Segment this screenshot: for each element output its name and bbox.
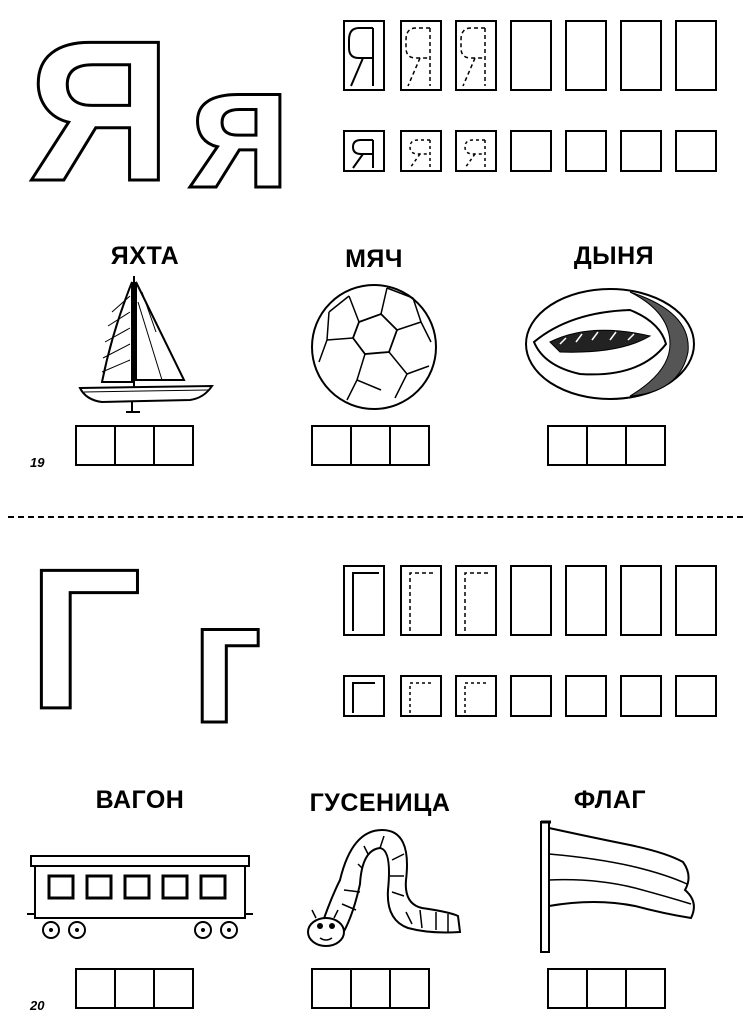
flag-icon bbox=[535, 818, 705, 958]
page-number: 19 bbox=[30, 455, 45, 470]
word-label: ВАГОН bbox=[95, 786, 185, 814]
answer-boxes[interactable] bbox=[311, 968, 430, 1009]
yacht-icon bbox=[72, 272, 222, 417]
empty-cell[interactable] bbox=[620, 565, 662, 636]
answer-boxes[interactable] bbox=[75, 968, 194, 1009]
word-label: ЯХТА bbox=[110, 242, 180, 270]
answer-boxes[interactable] bbox=[547, 968, 666, 1009]
trace-cell[interactable] bbox=[343, 675, 385, 717]
trace-cell[interactable] bbox=[343, 20, 385, 91]
big-letter-lower: я bbox=[190, 30, 293, 225]
trace-cell[interactable] bbox=[343, 130, 385, 172]
trace-cell[interactable] bbox=[400, 130, 442, 172]
empty-cell[interactable] bbox=[510, 565, 552, 636]
empty-cell[interactable] bbox=[620, 20, 662, 91]
empty-cell[interactable] bbox=[620, 130, 662, 172]
answer-boxes[interactable] bbox=[311, 425, 430, 466]
answer-boxes[interactable] bbox=[547, 425, 666, 466]
caterpillar-icon bbox=[300, 820, 465, 960]
page-number: 20 bbox=[30, 998, 45, 1013]
trace-cell[interactable] bbox=[400, 20, 442, 91]
word-label: ФЛАГ bbox=[573, 786, 647, 814]
wagon-icon bbox=[25, 852, 255, 942]
empty-cell[interactable] bbox=[675, 565, 717, 636]
trace-cell[interactable] bbox=[455, 130, 497, 172]
word-label: ГУСЕНИЦА bbox=[309, 789, 451, 817]
trace-cell[interactable] bbox=[343, 565, 385, 636]
big-letter-lower: г bbox=[190, 565, 263, 760]
trace-cell[interactable] bbox=[455, 675, 497, 717]
empty-cell[interactable] bbox=[565, 130, 607, 172]
empty-cell[interactable] bbox=[565, 20, 607, 91]
big-letter-upper: Г bbox=[28, 528, 142, 751]
trace-cell[interactable] bbox=[455, 20, 497, 91]
empty-cell[interactable] bbox=[675, 675, 717, 717]
answer-boxes[interactable] bbox=[75, 425, 194, 466]
trace-cell[interactable] bbox=[400, 675, 442, 717]
trace-cell[interactable] bbox=[455, 565, 497, 636]
empty-cell[interactable] bbox=[675, 130, 717, 172]
cut-line bbox=[8, 516, 743, 518]
empty-cell[interactable] bbox=[565, 565, 607, 636]
melon-icon bbox=[520, 282, 695, 412]
empty-cell[interactable] bbox=[675, 20, 717, 91]
big-letter-upper: Я bbox=[28, 0, 172, 223]
empty-cell[interactable] bbox=[565, 675, 607, 717]
empty-cell[interactable] bbox=[510, 130, 552, 172]
trace-cell[interactable] bbox=[400, 565, 442, 636]
word-label: ДЫНЯ bbox=[573, 242, 655, 270]
empty-cell[interactable] bbox=[510, 675, 552, 717]
word-label: МЯЧ bbox=[345, 245, 403, 273]
empty-cell[interactable] bbox=[620, 675, 662, 717]
empty-cell[interactable] bbox=[510, 20, 552, 91]
ball-icon bbox=[309, 282, 439, 412]
